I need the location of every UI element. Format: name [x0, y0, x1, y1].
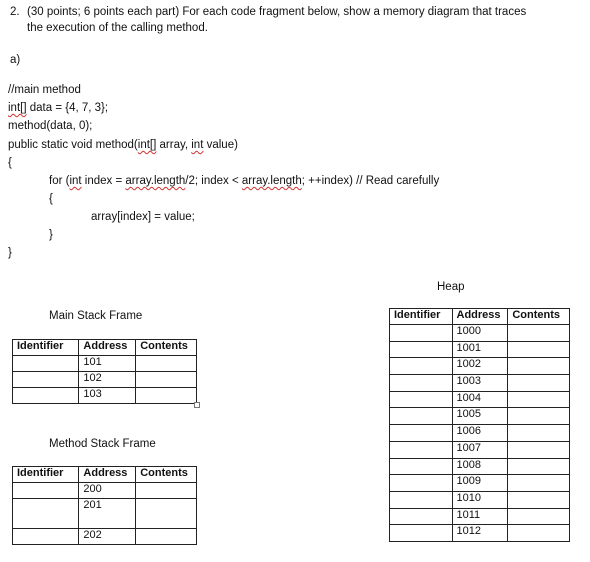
identifier-header: Identifier: [390, 309, 453, 325]
method-stack-frame-table: [12, 466, 197, 545]
code-comment: //main method: [8, 84, 81, 96]
code-method-call: method(data, 0);: [8, 120, 93, 132]
contents-cell[interactable]: [136, 356, 197, 372]
table-row: [13, 483, 197, 499]
contents-cell[interactable]: [508, 408, 570, 425]
code-for-loop: [49, 175, 439, 187]
code-token: int[]: [137, 139, 157, 151]
address-cell: 1005: [452, 408, 508, 425]
contents-cell[interactable]: [508, 358, 570, 375]
address-cell: 101: [79, 356, 136, 372]
address-cell: 201: [79, 499, 136, 529]
table-row: [390, 341, 570, 358]
address-cell: 1009: [452, 475, 508, 492]
address-cell: 1006: [452, 425, 508, 442]
table-row: [390, 391, 570, 408]
table-row: [390, 475, 570, 492]
code-token: int[]: [8, 102, 27, 114]
heap-table: [389, 308, 570, 542]
contents-header: Contents: [136, 467, 197, 483]
address-cell: 1003: [452, 375, 508, 392]
table-resize-handle[interactable]: [194, 402, 200, 408]
table-row: [390, 491, 570, 508]
contents-cell[interactable]: [136, 372, 197, 388]
identifier-cell[interactable]: [390, 425, 453, 442]
table-header-row: [390, 309, 570, 325]
contents-cell[interactable]: [508, 391, 570, 408]
contents-cell[interactable]: [136, 529, 197, 545]
contents-cell[interactable]: [508, 441, 570, 458]
table-row: [13, 499, 197, 529]
contents-cell[interactable]: [508, 341, 570, 358]
contents-header: Contents: [136, 340, 197, 356]
identifier-cell[interactable]: [390, 391, 453, 408]
identifier-cell[interactable]: [390, 375, 453, 392]
code-inner-open-brace: {: [49, 193, 53, 205]
address-cell: 202: [79, 529, 136, 545]
contents-cell[interactable]: [508, 325, 570, 342]
code-token: array.length: [241, 175, 302, 187]
code-declaration: [8, 102, 108, 114]
identifier-cell[interactable]: [390, 358, 453, 375]
identifier-cell[interactable]: [390, 525, 453, 542]
code-token: ; ++index) // Read carefully: [301, 175, 440, 187]
contents-cell[interactable]: [508, 475, 570, 492]
contents-cell[interactable]: [508, 375, 570, 392]
address-header: Address: [79, 340, 136, 356]
identifier-cell[interactable]: [13, 356, 79, 372]
address-cell: 1001: [452, 341, 508, 358]
code-token: for (: [49, 175, 70, 187]
table-row: [13, 529, 197, 545]
table-row: [390, 408, 570, 425]
address-cell: 1011: [452, 508, 508, 525]
address-cell: 1000: [452, 325, 508, 342]
table-row: [390, 358, 570, 375]
heap-title: Heap: [437, 281, 465, 293]
code-token: public static void method(: [8, 139, 138, 151]
code-token: array,: [156, 139, 192, 151]
contents-cell[interactable]: [508, 458, 570, 475]
code-token: int: [69, 175, 82, 187]
code-inner-close-brace: }: [49, 229, 53, 241]
identifier-cell[interactable]: [13, 499, 79, 529]
method-stack-frame-title: Method Stack Frame: [49, 438, 156, 450]
code-open-brace: {: [8, 157, 12, 169]
code-token: int: [191, 139, 204, 151]
code-token: /2; index <: [185, 175, 242, 187]
identifier-cell[interactable]: [390, 341, 453, 358]
table-row: [390, 375, 570, 392]
address-cell: 103: [79, 388, 136, 404]
code-token: value): [203, 139, 238, 151]
table-row: [390, 508, 570, 525]
contents-cell[interactable]: [136, 483, 197, 499]
code-close-brace: }: [8, 247, 12, 259]
identifier-cell[interactable]: [390, 508, 453, 525]
address-header: Address: [79, 467, 136, 483]
question-prompt-line1: (30 points; 6 points each part) For each code fragment below, show a memory diagram that traces: [27, 6, 527, 18]
address-cell: 102: [79, 372, 136, 388]
address-cell: 1012: [452, 525, 508, 542]
address-cell: 1010: [452, 491, 508, 508]
table-row: [390, 458, 570, 475]
code-token: array.length: [125, 175, 186, 187]
code-method-signature: [8, 139, 238, 151]
code-token: index =: [81, 175, 126, 187]
table-row: [390, 325, 570, 342]
question-prompt-line2: the execution of the calling method.: [27, 22, 208, 34]
identifier-header: Identifier: [13, 340, 79, 356]
identifier-cell[interactable]: [390, 491, 453, 508]
part-label: a): [10, 54, 21, 66]
address-cell: 1007: [452, 441, 508, 458]
table-row: [390, 441, 570, 458]
question-number: 2.: [10, 6, 20, 18]
identifier-cell[interactable]: [390, 408, 453, 425]
address-cell: 1002: [452, 358, 508, 375]
code-token: data = {4, 7, 3};: [26, 102, 109, 114]
contents-cell[interactable]: [508, 508, 570, 525]
table-header-row: [13, 340, 197, 356]
contents-cell[interactable]: [508, 525, 570, 542]
contents-cell[interactable]: [136, 388, 197, 404]
address-cell: 1008: [452, 458, 508, 475]
identifier-cell[interactable]: [390, 458, 453, 475]
identifier-cell[interactable]: [390, 325, 453, 342]
identifier-cell[interactable]: [13, 483, 79, 499]
table-row: [390, 425, 570, 442]
table-row: [13, 356, 197, 372]
table-row: [390, 525, 570, 542]
address-cell: 200: [79, 483, 136, 499]
identifier-cell[interactable]: [13, 388, 79, 404]
main-stack-frame-table: [12, 339, 197, 404]
identifier-cell[interactable]: [390, 441, 453, 458]
contents-cell[interactable]: [508, 425, 570, 442]
address-cell: 1004: [452, 391, 508, 408]
table-row: [13, 372, 197, 388]
contents-header: Contents: [508, 309, 570, 325]
identifier-header: Identifier: [13, 467, 79, 483]
table-row: [13, 388, 197, 404]
contents-cell[interactable]: [136, 499, 197, 529]
table-header-row: [13, 467, 197, 483]
contents-cell[interactable]: [508, 491, 570, 508]
identifier-cell[interactable]: [13, 529, 79, 545]
address-header: Address: [452, 309, 508, 325]
identifier-cell[interactable]: [13, 372, 79, 388]
identifier-cell[interactable]: [390, 475, 453, 492]
code-loop-body: array[index] = value;: [91, 211, 195, 223]
main-stack-frame-title: Main Stack Frame: [49, 310, 143, 322]
